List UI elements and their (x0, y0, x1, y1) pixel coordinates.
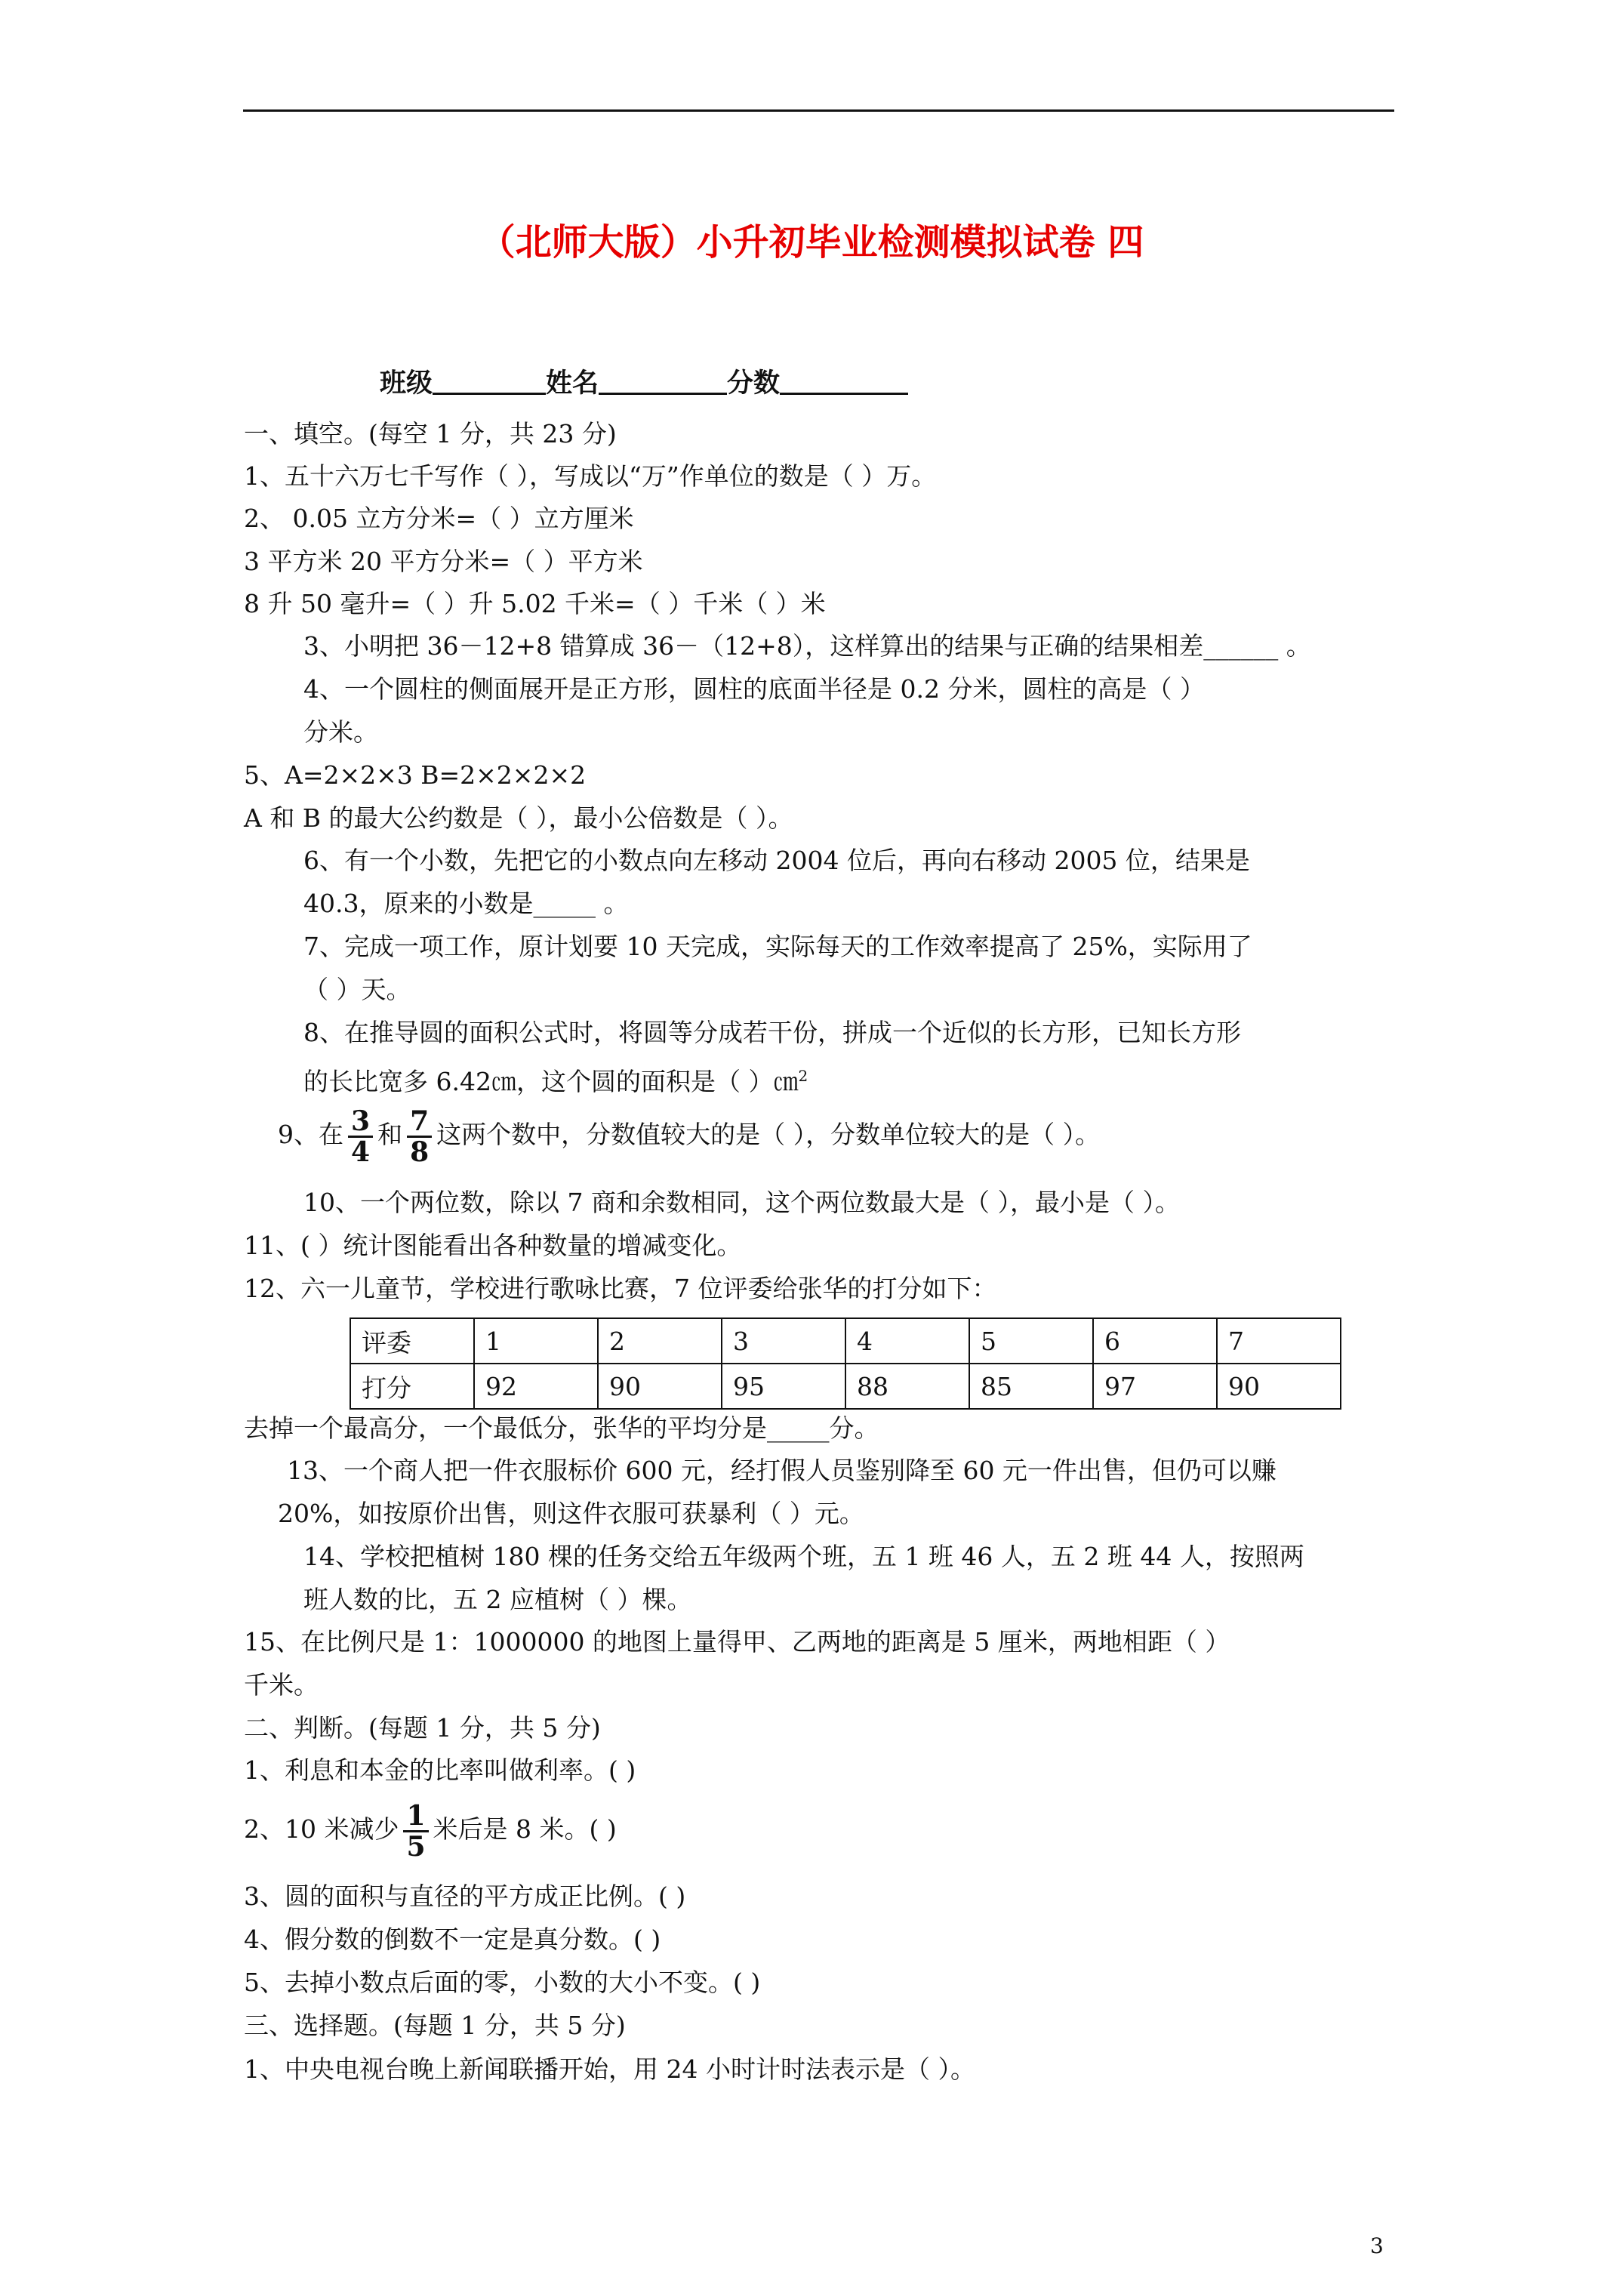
table-cell: 打分 (350, 1364, 474, 1409)
question-1-2c: 8 升 50 毫升=（ ）升 5.02 千米=（ ）千米（ ）米 (244, 589, 826, 618)
fraction-three-quarters (348, 1107, 373, 1166)
table-cell: 92 (474, 1364, 598, 1409)
question-2-2 (244, 1799, 617, 1861)
table-cell: 90 (598, 1364, 722, 1409)
question-1-1: 1、五十六万七千写作（ ），写成以“万”作单位的数是（ ）万。 (244, 461, 937, 491)
table-cell: 95 (722, 1364, 845, 1409)
section2-heading: 二、判断。(每题 1 分，共 5 分) (244, 1713, 601, 1743)
question-1-9 (278, 1105, 1100, 1166)
question-1-8b (303, 1059, 808, 1099)
table-row (350, 1318, 1341, 1364)
name-blank (599, 370, 727, 395)
question-1-8a: 8、在推导圆的面积公式时，将圆等分成若干份，拼成一个近似的长方形，已知长方形 (303, 1018, 1241, 1047)
question-1-8b-text: 的长比宽多 6.42㎝，这个圆的面积是（ ）㎝ (303, 1067, 799, 1096)
squared-superscript: 2 (798, 1067, 808, 1085)
header-rule (243, 109, 1394, 112)
fraction-numerator: 7 (407, 1107, 432, 1138)
question-1-6b: 40.3，原来的小数是_____ 。 (303, 889, 629, 918)
question-3-1: 1、中央电视台晚上新闻联播开始，用 24 小时计时法表示是（ ）。 (244, 2054, 975, 2084)
question-1-9-and: 和 (377, 1120, 403, 1149)
table-cell: 90 (1217, 1364, 1341, 1409)
question-1-13b: 20%，如按原价出售，则这件衣服可获暴利（ ）元。 (278, 1499, 864, 1528)
question-1-3: 3、小明把 36－12+8 错算成 36－（12+8），这样算出的结果与正确的结果相差______ 。 (303, 631, 1311, 661)
table-cell: 97 (1093, 1364, 1217, 1409)
table-cell: 5 (969, 1318, 1093, 1364)
question-2-2-suffix: 米后是 8 米。( ) (433, 1814, 617, 1844)
question-1-4a: 4、一个圆柱的侧面展开是正方形，圆柱的底面半径是 0.2 分米，圆柱的高是（ ） (303, 674, 1205, 704)
table-cell: 3 (722, 1318, 845, 1364)
question-1-9-prefix: 9、在 (278, 1120, 343, 1149)
question-2-4: 4、假分数的倒数不一定是真分数。( ) (244, 1925, 661, 1954)
table-cell: 评委 (350, 1318, 474, 1364)
fraction-numerator: 3 (348, 1107, 373, 1138)
question-1-5b: A 和 B 的最大公约数是（ ），最小公倍数是（ ）。 (244, 803, 793, 833)
class-blank (433, 370, 546, 395)
question-1-9-suffix: 这两个数中，分数值较大的是（ ），分数单位较大的是（ ）。 (436, 1120, 1101, 1149)
class-label: 班级 (380, 368, 433, 399)
student-info-line (380, 362, 908, 400)
question-1-15a: 15、在比例尺是 1：1000000 的地图上量得甲、乙两地的距离是 5 厘米，两地相距（ ） (244, 1627, 1230, 1657)
fraction-denominator: 4 (351, 1136, 371, 1168)
table-cell: 2 (598, 1318, 722, 1364)
fraction-seven-eighths (407, 1107, 432, 1166)
question-1-2a: 2、 0.05 立方分米=（ ）立方厘米 (244, 504, 634, 533)
question-1-12: 12、六一儿童节，学校进行歌咏比赛，7 位评委给张华的打分如下： (244, 1274, 997, 1303)
table-cell: 6 (1093, 1318, 1217, 1364)
table-cell: 7 (1217, 1318, 1341, 1364)
question-1-10: 10、一个两位数，除以 7 商和余数相同，这个两位数最大是（ ），最小是（ ）。 (303, 1188, 1180, 1217)
fraction-numerator: 1 (403, 1801, 428, 1832)
question-1-2b: 3 平方米 20 平方分米=（ ）平方米 (244, 547, 643, 576)
judge-score-table (350, 1318, 1341, 1410)
question-1-4b: 分米。 (303, 717, 378, 747)
table-row (350, 1364, 1341, 1409)
question-2-5: 5、去掉小数点后面的零，小数的大小不变。( ) (244, 1968, 761, 1997)
section3-heading: 三、选择题。(每题 1 分，共 5 分) (244, 2011, 626, 2040)
page-title: （北师大版）小升初毕业检测模拟试卷 四 (479, 221, 1144, 264)
score-label: 分数 (727, 368, 781, 399)
question-1-7a: 7、完成一项工作，原计划要 10 天完成，实际每天的工作效率提高了 25%，实际用了 (303, 932, 1252, 961)
question-1-12b: 去掉一个最高分，一个最低分，张华的平均分是_____分。 (244, 1413, 879, 1443)
question-1-13a: 13、一个商人把一件衣服标价 600 元，经打假人员鉴别降至 60 元一件出售，但仍可以赚 (287, 1456, 1277, 1485)
table-cell: 88 (845, 1364, 969, 1409)
question-2-1: 1、利息和本金的比率叫做利率。( ) (244, 1755, 636, 1785)
fraction-denominator: 8 (410, 1136, 430, 1168)
question-1-14b: 班人数的比，五 2 应植树（ ）棵。 (303, 1585, 692, 1614)
question-1-6a: 6、有一个小数，先把它的小数点向左移动 2004 位后，再向右移动 2005 位，结果是 (303, 846, 1250, 875)
table-cell: 1 (474, 1318, 598, 1364)
page-number: 3 (1370, 2233, 1384, 2258)
question-2-3: 3、圆的面积与直径的平方成正比例。( ) (244, 1881, 686, 1911)
name-label: 姓名 (546, 368, 599, 399)
table-cell: 85 (969, 1364, 1093, 1409)
question-1-14a: 14、学校把植树 180 棵的任务交给五年级两个班，五 1 班 46 人，五 2 班 44 人，按照两 (303, 1542, 1304, 1571)
table-cell: 4 (845, 1318, 969, 1364)
question-2-2-prefix: 2、10 米减少 (244, 1814, 399, 1844)
section1-heading: 一、填空。(每空 1 分，共 23 分) (244, 419, 617, 448)
question-1-5a: 5、A=2×2×3 B=2×2×2×2 (244, 760, 587, 790)
question-1-15b: 千米。 (244, 1670, 319, 1700)
score-blank (780, 370, 908, 395)
fraction-one-fifth (403, 1801, 428, 1861)
question-1-7b: （ ）天。 (303, 975, 411, 1004)
fraction-denominator: 5 (406, 1830, 426, 1863)
question-1-11: 11、( ）统计图能看出各种数量的增减变化。 (244, 1231, 742, 1260)
